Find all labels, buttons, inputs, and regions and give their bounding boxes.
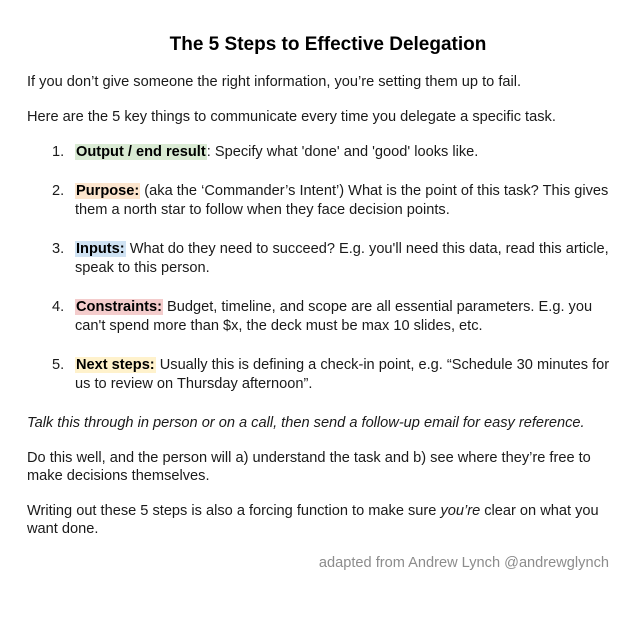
step-label: Output / end result	[76, 144, 206, 160]
step-label: Inputs:	[76, 241, 125, 257]
intro-paragraph: If you don’t give someone the right information, you’re setting them up to fail.	[27, 74, 522, 90]
list-item	[27, 356, 617, 394]
step-number: 2.	[52, 183, 65, 199]
step-text: Budget, timeline, and scope are all essential parameters. E.g. you can't spend more than $x, the deck must be max 10 slides, etc.	[75, 299, 593, 334]
step-text: Specify what 'done' and 'good' looks like.	[210, 144, 479, 160]
step-label: Constraints:	[76, 299, 162, 315]
closing-italic-paragraph: Talk this through in person or on a call, then send a follow-up email for easy reference.	[27, 415, 585, 431]
step-label: Next steps:	[76, 357, 155, 373]
do-well-paragraph: Do this well, and the person will a) understand the task and b) see where they’re free to make decisions themselves.	[27, 450, 591, 484]
list-item	[27, 240, 617, 278]
steps-list	[27, 143, 617, 394]
list-item	[27, 143, 617, 162]
step-number: 1.	[52, 144, 65, 160]
step-number: 4.	[52, 299, 65, 315]
forcing-emphasis: you’re	[440, 503, 481, 519]
document	[27, 34, 617, 571]
list-item	[27, 182, 617, 220]
intro-paragraph: Here are the 5 key things to communicate every time you delegate a specific task.	[27, 109, 556, 125]
step-label-separator: :	[206, 144, 211, 160]
step-label: Purpose:	[76, 183, 140, 199]
forcing-text-before: Writing out these 5 steps is also a forcing function to make sure	[27, 503, 441, 519]
forcing-function-paragraph	[27, 502, 617, 538]
list-item	[27, 298, 617, 336]
credit-line: adapted from Andrew Lynch @andrewglynch	[318, 555, 609, 571]
step-number: 3.	[52, 241, 65, 257]
step-text: (aka the ‘Commander’s Intent’) What is the point of this task? This gives them a north star to follow when they face decision points.	[75, 183, 609, 218]
step-text: What do they need to succeed? E.g. you'll need this data, read this article, speak to this person.	[75, 241, 609, 276]
step-text: Usually this is defining a check-in point, e.g. “Schedule 30 minutes for us to review on Thursday afternoon”.	[75, 357, 610, 392]
step-number: 5.	[52, 357, 65, 373]
page-title: The 5 Steps to Effective Delegation	[169, 34, 487, 55]
forcing-text-after: clear on what you want done.	[27, 503, 599, 537]
